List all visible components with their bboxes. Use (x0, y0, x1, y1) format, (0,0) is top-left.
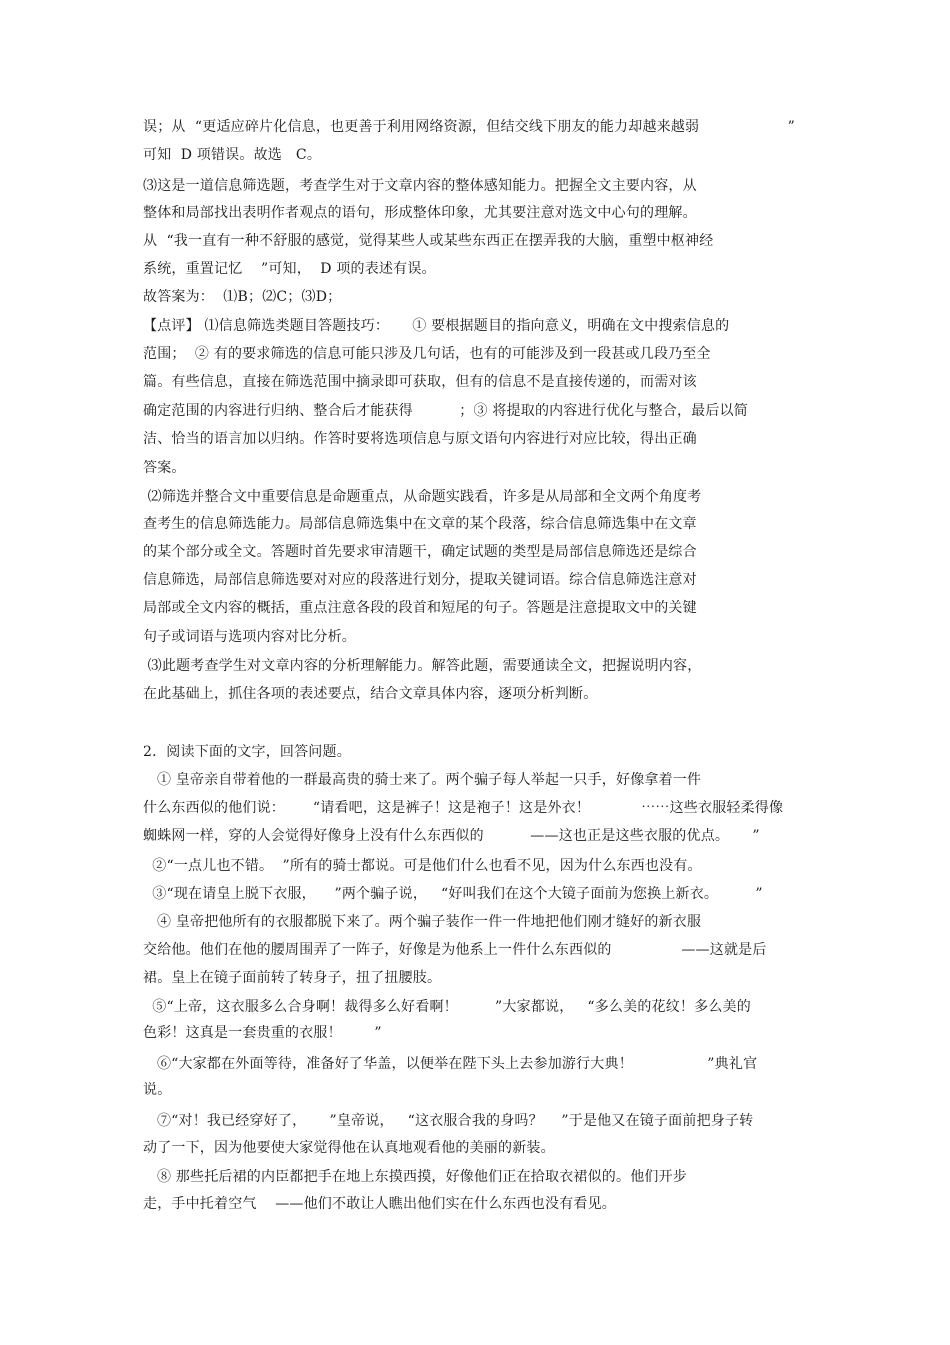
text-line: ⑧ 那些托后裙的内臣都把手在地上东摸西摸，好像他们正在拾取衣裙似的。他们开步 (143, 1169, 687, 1185)
text-line: 的某个部分或全文。答题时首先要求审清题干，确定试题的类型是局部信息筛选还是综合 (143, 544, 697, 560)
text-line: 确定范围的内容进行归纳、整合后才能获得 ；③ 将提取的内容进行优化与整合，最后以简 (143, 403, 748, 419)
text-line: 裙。皇上在镜子面前转了转身子，扭了扭腰肢。 (143, 970, 442, 986)
text-line: 故答案为： ⑴B；⑵C；⑶D； (143, 289, 342, 305)
text-line: 局部或全文内容的概括，重点注意各段的段首和短尾的句子。答题是注意提取文中的关键 (143, 600, 697, 616)
text-line: 范围； ② 有的要求筛选的信息可能只涉及几句话，也有的可能涉及到一段甚或几段乃至全 (143, 346, 711, 362)
text-line: 信息筛选，局部信息筛选要对对应的段落进行划分，提取关键词语。综合信息筛选注意对 (143, 572, 697, 588)
text-line: ⑵筛选并整合文中重要信息是命题重点，从命题实践看，许多是从局部和全文两个角度考 (143, 489, 702, 505)
text-line: ⑶此题考查学生对文章内容的分析理解能力。解答此题，需要通读全文，把握说明内容， (143, 658, 702, 674)
text-line: 蜘蛛网一样，穿的人会觉得好像身上没有什么东西似的 ——这也正是这些衣服的优点。 ” (143, 828, 760, 844)
text-line: 交给他。他们在他的腰周围弄了一阵子，好像是为他系上一件什么东西似的 ——这就是后 (143, 942, 767, 958)
text-line: ⑥“大家都在外面等待，准备好了华盖，以便举在陛下头上去参加游行大典！ ”典礼官 (143, 1056, 758, 1072)
text-line: 句子或词语与选项内容对比分析。 (143, 629, 356, 645)
text-line: 系统，重置记忆 ”可知， D 项的表述有误。 (143, 261, 436, 277)
text-line: 可知 D 项错误。故选 C。 (143, 147, 322, 163)
text-line: 整体和局部找出表明作者观点的语句，形成整体印象，尤其要注意对选文中心句的理解。 (143, 205, 697, 221)
text-line: 【点评】 ⑴信息筛选类题目答题技巧： ① 要根据题目的指向意义，明确在文中搜索信息的 (143, 318, 730, 334)
text-line: ⑦“对！我已经穿好了， ”皇帝说， “这衣服合我的身吗？ ”于是他又在镜子面前把身子转 (143, 1113, 754, 1129)
text-line: ④ 皇帝把他所有的衣服都脱下来了。两个骗子装作一件一件地把他们刚才缝好的新衣服 (143, 914, 702, 930)
text-line: 色彩！这真是一套贵重的衣服！ ” (143, 1025, 382, 1041)
text-line: 动了一下，因为他要使大家觉得他在认真地观看他的美丽的新装。 (143, 1140, 555, 1156)
text-line: 说。 (143, 1082, 172, 1098)
text-line: ③“现在请皇上脱下衣服， ”两个骗子说， “好叫我们在这个大镜子面前为您换上新衣。 ” (143, 886, 763, 902)
text-line: ⑶这是一道信息筛选题，考查学生对于文章内容的整体感知能力。把握全文主要内容，从 (143, 178, 697, 194)
text-line: 走，手中托着空气 ——他们不敢让人瞧出他们实在什么东西也没有看见。 (143, 1196, 616, 1212)
text-line: 答案。 (143, 460, 186, 476)
question-heading: 2．阅读下面的文字，回答问题。 (143, 744, 351, 760)
text-line: ⑤“上帝，这衣服多么合身啊！裁得多么好看啊！ ”大家都说， “多么美的花纹！多么美的 (143, 999, 751, 1015)
text-line: ②“一点儿也不错。 ”所有的骑士都说。可是他们什么也看不见，因为什么东西也没有。 (143, 858, 702, 874)
text-line: 什么东西似的他们说： “请看吧，这是裤子！这是袍子！这是外衣！ ⋯⋯这些衣服轻柔得像 (143, 800, 784, 816)
text-line: 洁、恰当的语言加以归纳。作答时要将选项信息与原文语句内容进行对应比较，得出正确 (143, 431, 697, 447)
text-line: 查考生的信息筛选能力。局部信息筛选集中在文章的某个段落，综合信息筛选集中在文章 (143, 516, 697, 532)
text-line: 篇。有些信息，直接在筛选范围中摘录即可获取，但有的信息不是直接传递的，而需对该 (143, 374, 697, 390)
text-line: 在此基础上，抓住各项的表述要点，结合文章具体内容，逐项分析判断。 (143, 686, 598, 702)
text-line: 从 “我一直有一种不舒服的感觉，觉得某些人或某些东西正在摆弄我的大脑，重塑中枢神经 (143, 233, 714, 249)
text-line: 误；从 “更适应碎片化信息，也更善于利用网络资源，但结交线下朋友的能力却越来越弱 ” (143, 119, 795, 135)
text-line: ① 皇帝亲自带着他的一群最高贵的骑士来了。两个骗子每人举起一只手，好像拿着一件 (143, 772, 702, 788)
